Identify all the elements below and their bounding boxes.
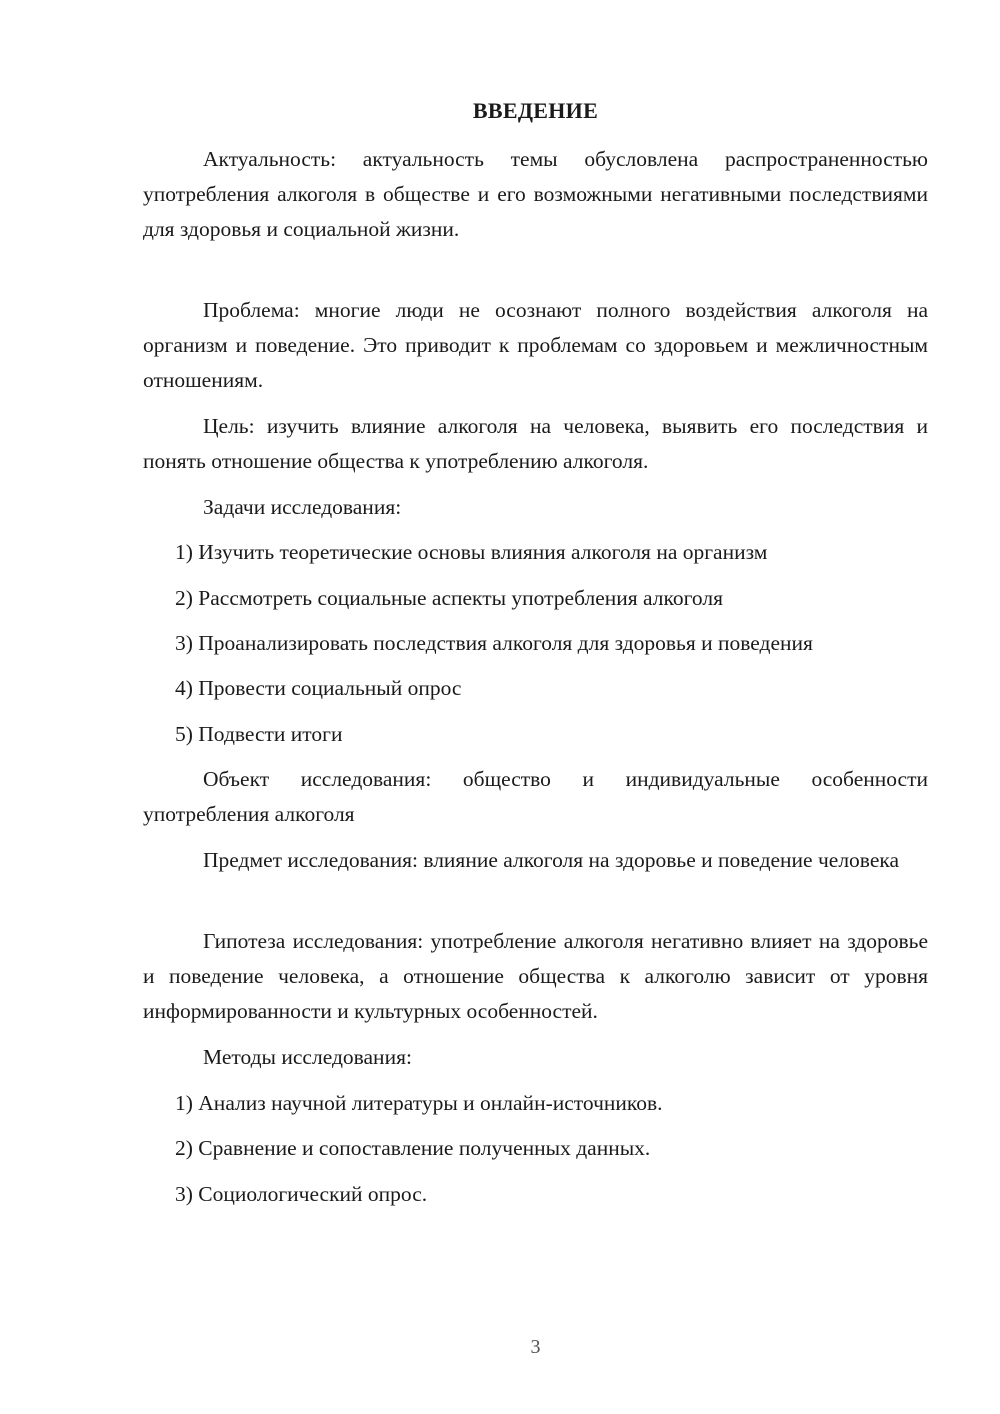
methods-label: Методы исследования: — [203, 1045, 412, 1069]
object-paragraph: Объект исследования: общество и индивидуальные особенности употребления алкоголя — [143, 767, 928, 826]
task-item: 3) Проанализировать последствия алкоголя для здоровья и поведения — [175, 631, 813, 655]
method-item: 3) Социологический опрос. — [175, 1182, 428, 1206]
task-item: 2) Рассмотреть социальные аспекты употребления алкоголя — [175, 586, 723, 610]
page-number: 3 — [530, 1336, 541, 1358]
method-item: 2) Сравнение и сопоставление полученных данных. — [175, 1136, 651, 1160]
method-item: 1) Анализ научной литературы и онлайн-источников. — [175, 1091, 663, 1115]
tasks-label: Задачи исследования: — [203, 495, 402, 519]
goal-paragraph: Цель: изучить влияние алкоголя на человека, выявить его последствия и понять отношение общества к употреблению алкоголя. — [143, 414, 928, 473]
hypothesis-paragraph: Гипотеза исследования: употребление алкоголя негативно влияет на здоровье и поведение человека, а отношение общества к алкоголю зависит от уровня информированности и культурных особенностей. — [143, 929, 928, 1023]
page-title: ВВЕДЕНИЕ — [472, 98, 599, 123]
document-page — [143, 0, 928, 1414]
relevance-paragraph: Актуальность: актуальность темы обусловлена распространенностью употребления алкоголя в обществе и его возможными негативными последствиями для здоровья и социальной жизни. — [143, 147, 928, 241]
task-item: 4) Провести социальный опрос — [175, 676, 462, 700]
subject-paragraph: Предмет исследования: влияние алкоголя на здоровье и поведение человека — [203, 848, 900, 872]
problem-paragraph: Проблема: многие люди не осознают полного воздействия алкоголя на организм и поведение. Это приводит к проблемам со здоровьем и межличностным отношениям. — [143, 298, 928, 392]
task-item: 5) Подвести итоги — [175, 722, 343, 746]
task-item: 1) Изучить теоретические основы влияния алкоголя на организм — [175, 540, 768, 564]
